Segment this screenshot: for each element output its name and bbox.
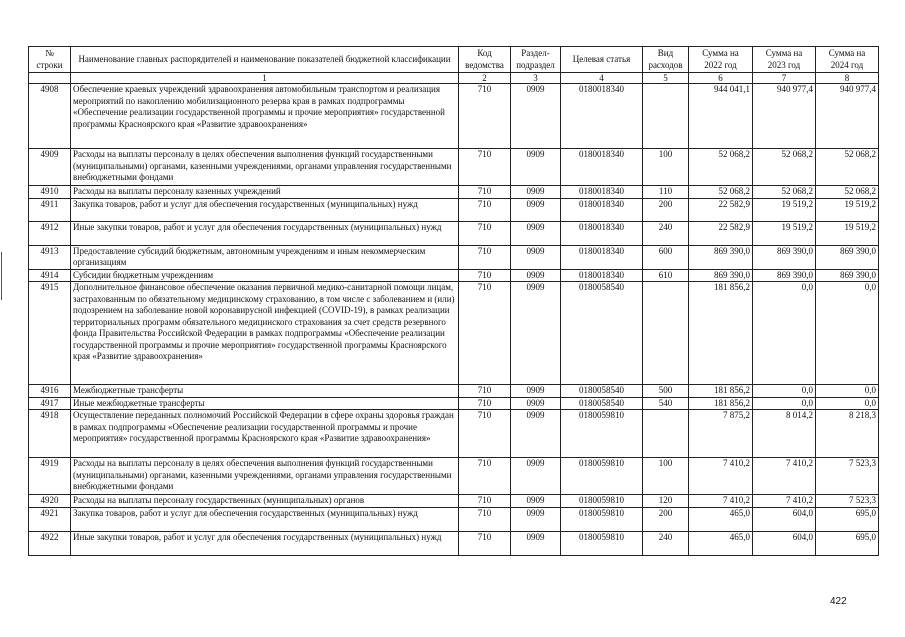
row-expense-type	[643, 84, 689, 149]
row-sum-2023: 0,0	[753, 282, 816, 385]
row-sum-2024: 0,0	[816, 282, 879, 385]
row-section-code: 0909	[511, 458, 561, 495]
row-target-article: 0180058540	[561, 282, 643, 385]
row-target-article: 0180018340	[561, 186, 643, 199]
row-dept-code: 710	[459, 397, 511, 410]
row-sum-2022: 7 875,2	[689, 410, 753, 458]
row-name: Иные закупки товаров, работ и услуг для обеспечения государственных (муниципальных) нужд	[71, 221, 459, 245]
row-expense-type: 100	[643, 149, 689, 186]
row-expense-type: 200	[643, 198, 689, 221]
row-section-code: 0909	[511, 507, 561, 531]
header-row-no: № строки	[29, 47, 71, 73]
column-number-cell: 4	[561, 73, 643, 84]
row-section-code: 0909	[511, 282, 561, 385]
row-number: 4910	[29, 186, 71, 199]
row-target-article: 0180018340	[561, 198, 643, 221]
header-name: Наименование главных распорядителей и наименование показателей бюджетной классификации	[71, 47, 459, 73]
row-sum-2022: 7 410,2	[689, 495, 753, 508]
row-name: Осуществление переданных полномочий Российской Федерации в сфере охраны здоровья граждан в рамках подпрограммы «Обеспечение реализации государственной программы и прочие мероприятия» государственной программы Красноярского края «Развитие здравоохранения»	[71, 410, 459, 458]
row-sum-2022: 181 856,2	[689, 397, 753, 410]
row-sum-2024: 940 977,4	[816, 84, 879, 149]
row-name: Расходы на выплаты персоналу казенных учреждений	[71, 186, 459, 199]
row-dept-code: 710	[459, 458, 511, 495]
row-target-article: 0180058540	[561, 397, 643, 410]
row-target-article: 0180018340	[561, 84, 643, 149]
row-sum-2023: 0,0	[753, 385, 816, 398]
row-sum-2023: 19 519,2	[753, 198, 816, 221]
row-name: Расходы на выплаты персоналу в целях обеспечения выполнения функций государственными (муниципальными) органами, казенными учреждениями, органами управления государственными внебюджетными фондами	[71, 149, 459, 186]
row-sum-2024: 0,0	[816, 397, 879, 410]
table-row	[29, 221, 879, 245]
row-sum-2022: 22 582,9	[689, 198, 753, 221]
row-sum-2023: 52 068,2	[753, 149, 816, 186]
row-number: 4911	[29, 198, 71, 221]
row-dept-code: 710	[459, 186, 511, 199]
budget-table	[28, 46, 879, 556]
row-name: Иные закупки товаров, работ и услуг для обеспечения государственных (муниципальных) нужд	[71, 531, 459, 555]
row-section-code: 0909	[511, 186, 561, 199]
row-sum-2022: 465,0	[689, 531, 753, 555]
table-row	[29, 198, 879, 221]
row-target-article: 0180018340	[561, 245, 643, 269]
header-sum-2024: Сумма на 2024 год	[816, 47, 879, 73]
row-name: Иные межбюджетные трансферты	[71, 397, 459, 410]
row-sum-2022: 52 068,2	[689, 149, 753, 186]
table-row	[29, 84, 879, 149]
row-number: 4908	[29, 84, 71, 149]
row-name: Расходы на выплаты персоналу государственных (муниципальных) органов	[71, 495, 459, 508]
row-sum-2022: 52 068,2	[689, 186, 753, 199]
row-section-code: 0909	[511, 149, 561, 186]
row-expense-type	[643, 410, 689, 458]
table-row	[29, 282, 879, 385]
row-target-article: 0180059810	[561, 458, 643, 495]
row-dept-code: 710	[459, 221, 511, 245]
row-target-article: 0180059810	[561, 495, 643, 508]
row-number: 4909	[29, 149, 71, 186]
row-sum-2024: 695,0	[816, 507, 879, 531]
header-sum-2023: Сумма на 2023 год	[753, 47, 816, 73]
column-number-row	[29, 73, 879, 84]
row-number: 4920	[29, 495, 71, 508]
row-number: 4919	[29, 458, 71, 495]
column-number-cell: 7	[753, 73, 816, 84]
row-expense-type: 100	[643, 458, 689, 495]
row-number: 4918	[29, 410, 71, 458]
row-sum-2024: 8 218,3	[816, 410, 879, 458]
row-sum-2023: 940 977,4	[753, 84, 816, 149]
row-name: Расходы на выплаты персоналу в целях обеспечения выполнения функций государственными (муниципальными) органами, казенными учреждениями, органами управления государственными внебюджетными фондами	[71, 458, 459, 495]
row-number: 4913	[29, 245, 71, 269]
row-section-code: 0909	[511, 531, 561, 555]
row-dept-code: 710	[459, 507, 511, 531]
row-target-article: 0180018340	[561, 269, 643, 282]
row-target-article: 0180018340	[561, 221, 643, 245]
column-number-cell: 1	[71, 73, 459, 84]
row-sum-2022: 869 390,0	[689, 245, 753, 269]
row-section-code: 0909	[511, 410, 561, 458]
row-section-code: 0909	[511, 221, 561, 245]
row-expense-type: 240	[643, 531, 689, 555]
table-row	[29, 149, 879, 186]
row-sum-2024: 7 523,3	[816, 495, 879, 508]
row-sum-2024: 52 068,2	[816, 186, 879, 199]
row-dept-code: 710	[459, 198, 511, 221]
column-number-cell: 2	[459, 73, 511, 84]
row-section-code: 0909	[511, 245, 561, 269]
table-row	[29, 410, 879, 458]
row-sum-2024: 0,0	[816, 385, 879, 398]
column-number-cell	[29, 73, 71, 84]
row-dept-code: 710	[459, 269, 511, 282]
page-number: 422	[830, 596, 847, 607]
column-number-cell: 3	[511, 73, 561, 84]
row-name: Закупка товаров, работ и услуг для обеспечения государственных (муниципальных) нужд	[71, 507, 459, 531]
row-sum-2024: 19 519,2	[816, 198, 879, 221]
row-dept-code: 710	[459, 84, 511, 149]
table-row	[29, 269, 879, 282]
row-dept-code: 710	[459, 282, 511, 385]
row-dept-code: 710	[459, 245, 511, 269]
header-dept: Код ведомства	[459, 47, 511, 73]
row-sum-2024: 52 068,2	[816, 149, 879, 186]
row-target-article: 0180059810	[561, 507, 643, 531]
row-sum-2022: 465,0	[689, 507, 753, 531]
row-dept-code: 710	[459, 531, 511, 555]
row-section-code: 0909	[511, 269, 561, 282]
row-name: Межбюджетные трансферты	[71, 385, 459, 398]
row-sum-2024: 869 390,0	[816, 269, 879, 282]
row-sum-2022: 7 410,2	[689, 458, 753, 495]
row-sum-2024: 869 390,0	[816, 245, 879, 269]
table-row	[29, 458, 879, 495]
row-sum-2022: 22 582,9	[689, 221, 753, 245]
row-section-code: 0909	[511, 84, 561, 149]
row-expense-type	[643, 282, 689, 385]
table-row	[29, 495, 879, 508]
row-expense-type: 610	[643, 269, 689, 282]
row-expense-type: 600	[643, 245, 689, 269]
row-expense-type: 110	[643, 186, 689, 199]
row-expense-type: 240	[643, 221, 689, 245]
row-number: 4922	[29, 531, 71, 555]
row-number: 4915	[29, 282, 71, 385]
row-sum-2023: 604,0	[753, 531, 816, 555]
row-number: 4912	[29, 221, 71, 245]
header-sum-2022: Сумма на 2022 год	[689, 47, 753, 73]
column-number-cell: 6	[689, 73, 753, 84]
row-sum-2022: 181 856,2	[689, 385, 753, 398]
row-section-code: 0909	[511, 495, 561, 508]
row-sum-2024: 7 523,3	[816, 458, 879, 495]
row-name: Предоставление субсидий бюджетным, автономным учреждениям и иным некоммерческим организациям	[71, 245, 459, 269]
row-section-code: 0909	[511, 198, 561, 221]
table-row	[29, 245, 879, 269]
table-row	[29, 531, 879, 555]
row-sum-2023: 7 410,2	[753, 495, 816, 508]
row-sum-2024: 19 519,2	[816, 221, 879, 245]
table-row	[29, 385, 879, 398]
margin-mark	[1, 252, 2, 300]
row-number: 4921	[29, 507, 71, 531]
row-expense-type: 540	[643, 397, 689, 410]
row-number: 4914	[29, 269, 71, 282]
row-target-article: 0180058540	[561, 385, 643, 398]
row-sum-2023: 8 014,2	[753, 410, 816, 458]
row-sum-2023: 0,0	[753, 397, 816, 410]
row-name: Дополнительное финансовое обеспечение оказания первичной медико-санитарной помощи лицам, застрахованным по обязательному медицинскому страхованию, в том числе с заболеванием и (или) подозрением на заболевание новой коронавирусной инфекцией (COVID-19), в рамках реализации территориальных программ обязательного медицинского страхования за счет средств резервного фонда Правительства Российской Федерации в рамках подпрограммы «Обеспечение реализации государственной программы и прочие мероприятия» государственной программы Красноярского края «Развитие здравоохранения»	[71, 282, 459, 385]
row-name: Закупка товаров, работ и услуг для обеспечения государственных (муниципальных) нужд	[71, 198, 459, 221]
row-sum-2023: 7 410,2	[753, 458, 816, 495]
row-dept-code: 710	[459, 410, 511, 458]
header-exp-type: Вид расходов	[643, 47, 689, 73]
row-sum-2024: 695,0	[816, 531, 879, 555]
column-number-cell: 8	[816, 73, 879, 84]
row-dept-code: 710	[459, 495, 511, 508]
row-target-article: 0180018340	[561, 149, 643, 186]
table-row	[29, 507, 879, 531]
row-sum-2022: 944 041,1	[689, 84, 753, 149]
row-section-code: 0909	[511, 397, 561, 410]
row-sum-2023: 869 390,0	[753, 269, 816, 282]
row-expense-type: 500	[643, 385, 689, 398]
row-dept-code: 710	[459, 385, 511, 398]
row-number: 4917	[29, 397, 71, 410]
row-sum-2023: 604,0	[753, 507, 816, 531]
row-sum-2023: 19 519,2	[753, 221, 816, 245]
row-dept-code: 710	[459, 149, 511, 186]
header-target: Целевая статья	[561, 47, 643, 73]
row-sum-2023: 869 390,0	[753, 245, 816, 269]
row-name: Субсидии бюджетным учреждениям	[71, 269, 459, 282]
row-target-article: 0180059810	[561, 410, 643, 458]
table-row	[29, 186, 879, 199]
row-expense-type: 200	[643, 507, 689, 531]
row-target-article: 0180059810	[561, 531, 643, 555]
row-sum-2022: 181 856,2	[689, 282, 753, 385]
header-section: Раздел- подраздел	[511, 47, 561, 73]
column-number-cell: 5	[643, 73, 689, 84]
table-row	[29, 397, 879, 410]
row-section-code: 0909	[511, 385, 561, 398]
row-expense-type: 120	[643, 495, 689, 508]
row-name: Обеспечение краевых учреждений здравоохранения автомобильным транспортом и реализация мероприятий по накоплению мобилизационного резерва края в рамках подпрограммы «Обеспечение реализации государственной программы и прочие мероприятия» государственной программы Красноярского края «Развитие здравоохранения»	[71, 84, 459, 149]
row-sum-2022: 869 390,0	[689, 269, 753, 282]
row-sum-2023: 52 068,2	[753, 186, 816, 199]
row-number: 4916	[29, 385, 71, 398]
